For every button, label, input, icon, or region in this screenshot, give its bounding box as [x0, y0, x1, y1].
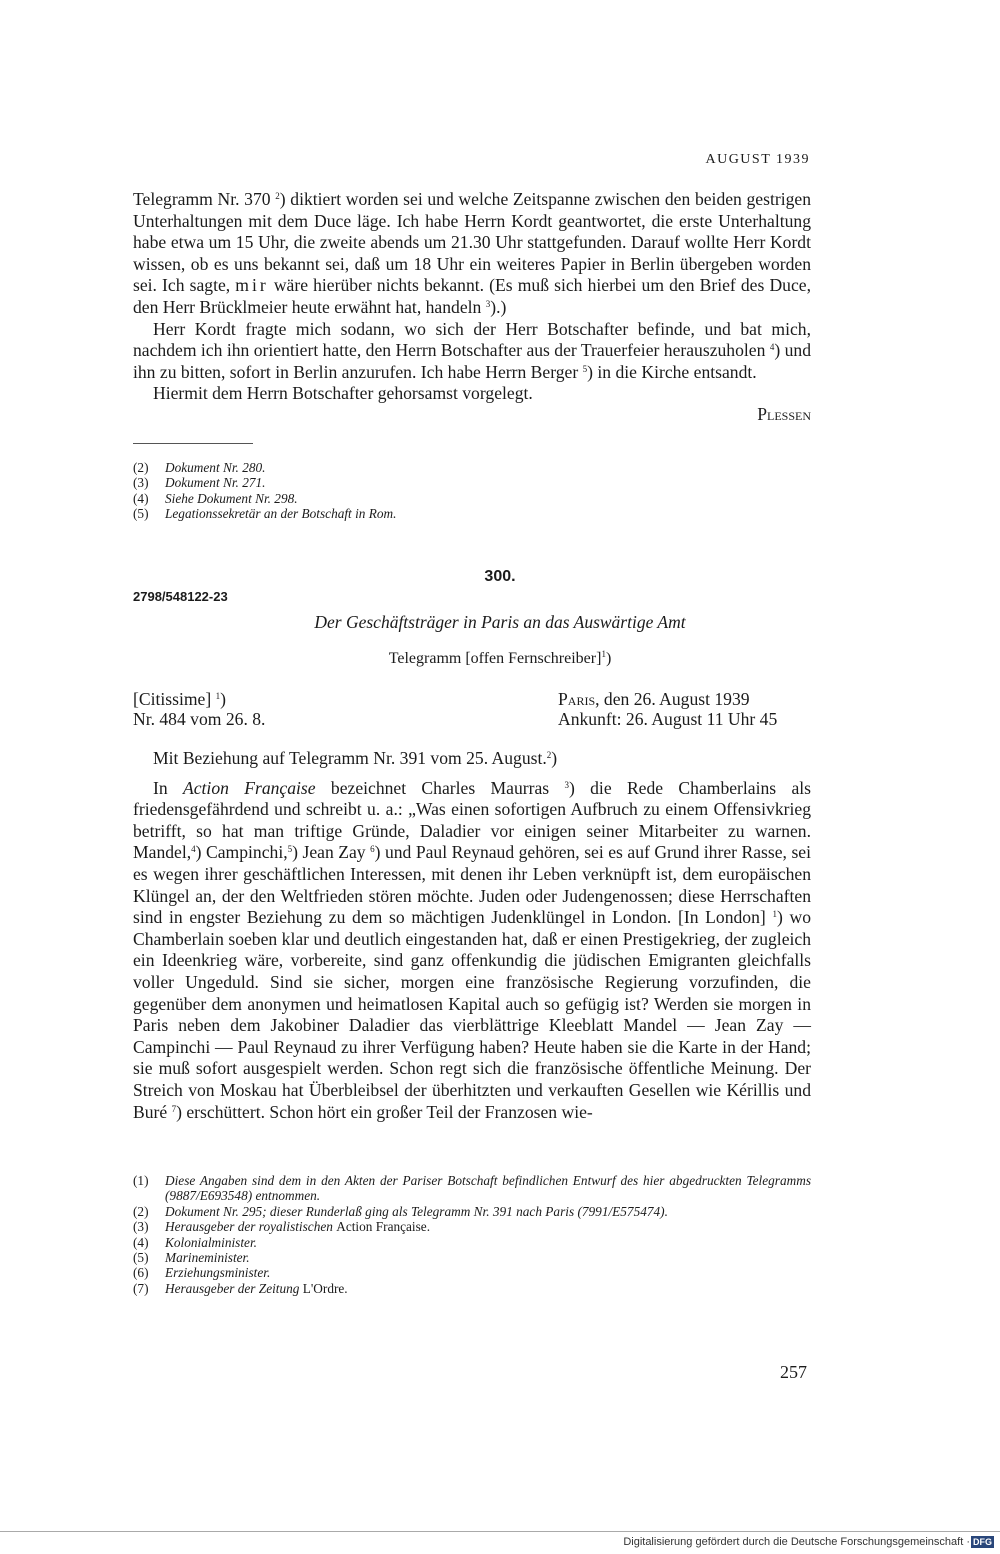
file-reference: 2798/548122-23 — [133, 589, 228, 604]
footnote: (3) Herausgeber der royalistischen Action Française. — [133, 1219, 431, 1235]
footnote: (7) Herausgeber der Zeitung L'Ordre. — [133, 1280, 348, 1296]
footnotes-top — [133, 460, 811, 522]
paragraph: Herr Kordt fragte mich sodann, wo sich der Herr Botschafter befinde, und bat mich, nachdem ich ihn orientiert hatte, den Herrn Botschafter aus der Trauerfeier herauszuholen $^4$) und ihn zu bitten, sofort in Berlin anzurufen. Ich habe Herrn Berger $^5$) in die Kirche entsandt. — [133, 318, 811, 382]
footnote: (2) Dokument Nr. 280. — [133, 460, 266, 475]
footnote: (5) Legationssekretär an der Botschaft in Rom. — [133, 506, 397, 522]
footnote: (5) Marineminister. — [133, 1250, 250, 1266]
paragraph: Hiermit dem Herrn Botschafter gehorsamst vorgelegt. — [153, 383, 533, 404]
footer-bar — [0, 1531, 1000, 1554]
footnote: (3) Dokument Nr. 271. — [133, 475, 266, 491]
signature: Plessen — [757, 403, 811, 424]
page-number: 257 — [780, 1362, 807, 1382]
priority-label: [Citissime] $^1$) — [133, 689, 226, 709]
footnotes-bottom — [133, 1173, 811, 1296]
paragraph: Telegramm Nr. 370 $^2$) diktiert worden sei und welche Zeitspanne zwischen den beiden gestrigen Unterhaltungen mit dem Duce läge. Ich habe Herrn Kordt geantwortet, die erste Unterhaltung habe etwa um 15 Uhr, die zweite abends um 21.30 Uhr stattgefunden. Darauf wollte Herr Kordt wissen, ob es uns bekannt sei, daß um 18 Uhr ein weiteres Papier in Berlin übergeben worden sei. Ich sagte, mir wäre hierüber nichts bekannt. (Es muß sich hierbei um den Brief des Duce, den Herr Brücklmeier heute erwähnt hat, handeln $^3$).) — [133, 189, 811, 317]
document-title: Der Geschäftsträger in Paris an das Auswärtige Amt — [314, 612, 686, 632]
footnote-rule — [133, 443, 253, 444]
arrival: Ankunft: 26. August 11 Uhr 45 — [558, 709, 778, 729]
footnote: (6) Erziehungsminister. — [133, 1265, 271, 1281]
footnote: (4) Kolonialminister. — [133, 1234, 257, 1250]
footnote: (2) Dokument Nr. 295; dieser Runderlaß ging als Telegramm Nr. 391 nach Paris (7991/E575474). — [133, 1203, 668, 1219]
footnote: (1) Diese Angaben sind dem in den Akten der Pariser Botschaft befindlichen Entwurf des hier abgedruckten Telegramms (9887/E693548) entnommen. — [133, 1173, 811, 1204]
place-date: Paris, den 26. August 1939 — [558, 689, 750, 709]
document-subtitle: Telegramm [offen Fernschreiber]$^1$) — [388, 649, 612, 667]
continuation-text — [133, 189, 811, 423]
paragraph: Mit Beziehung auf Telegramm Nr. 391 vom 25. August.$^2$) — [153, 748, 558, 768]
dfg-logo: DFG — [973, 1537, 992, 1547]
document-number: 300. — [484, 568, 516, 585]
telegram-number: Nr. 484 vom 26. 8. — [133, 709, 266, 729]
footer-credit: Digitalisierung gefördert durch die Deutsche Forschungsgemeinschaft · — [623, 1536, 970, 1548]
document-body — [133, 748, 811, 1123]
running-head: AUGUST 1939 — [705, 152, 810, 167]
paragraph: In Action Française bezeichnet Charles Maurras $^3$) die Rede Chamberlains als friedensgefährdend und schreibt u. a.: „Was einen sofortigen Aufbruch zu einem Offensivkrieg betrifft, so hat man triftige Gründe, Daladier vor einigen seiner Mitarbeiter zu warnen. Mandel,$^4$) Campinchi,$^5$) Jean Zay $^6$) und Paul Reynaud gehören, sei es auf Grund ihrer Rasse, sei es wegen ihrer geschäftlichen Interessen, mit denen ihr Leben verknüpft ist, dem europäischen Klüngel an, der den Weltfrieden stören möchte. Juden oder Judengenossen; diese Herrschaften sind in engster Beziehung zu dem so mächtigen Judenklüngel in London. [In London] $^1$) wo Chamberlain soeben klar und deutlich eingestanden hat, daß er einen Prestigekrieg, der zugleich ein Ideenkrieg wäre, vorbereite, sind ganz offenkundig die jüdischen Emigranten gleichfalls voller Ungeduld. Sind sie sicher, morgen eine französische Regierung vorzufinden, die gegenüber dem anonymen und heimatlosen Kapital auch so gefügig ist? Werden sie morgen in Paris neben dem Jakobiner Daladier das vierblättrige Kleeblatt Mandel — Jean Zay — Campinchi — Paul Reynaud zu ihrer Verfügung haben? Heute haben sie die Karte in der Hand; sie muß sofort ausgespielt werden. Schon regt sich die französische öffentliche Meinung. Der Streich von Moskau hat Überbleibsel der überhitzten und verkauften Gesellen wie Kérillis und Buré $^7$) erschüttert. Schon hört ein großer Teil der Franzosen wie- — [133, 777, 811, 1122]
footnote: (4) Siehe Dokument Nr. 298. — [133, 490, 298, 506]
telegram-meta — [133, 689, 811, 729]
